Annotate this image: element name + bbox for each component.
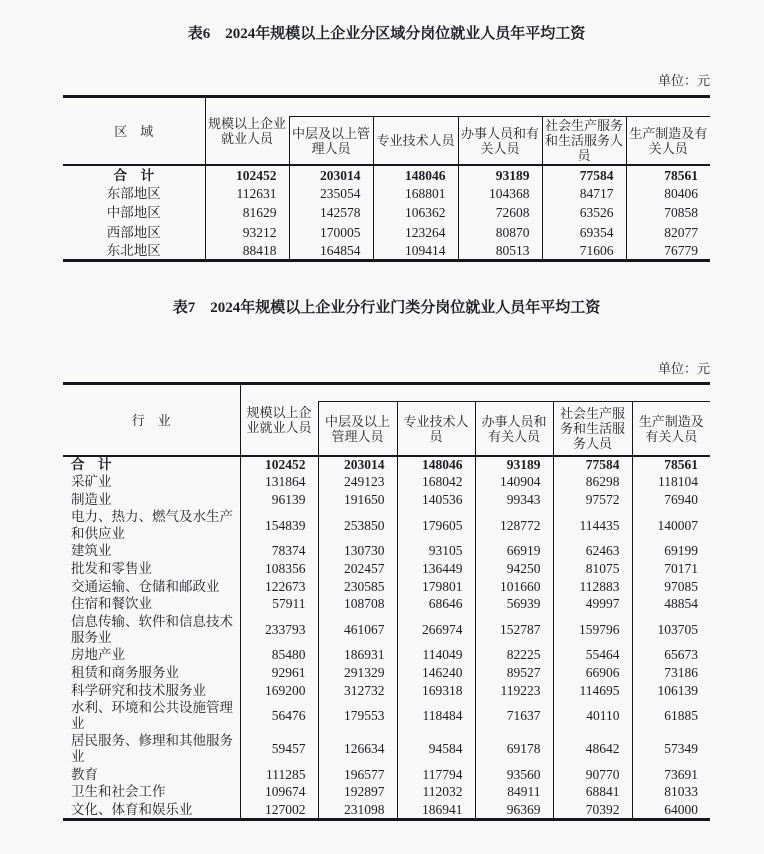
- table6-row-label: 西部地区: [106, 224, 161, 240]
- table7-value-cell: 179801: [397, 578, 475, 596]
- table7-col-header-managers: 中层及以上管理人员: [318, 402, 397, 456]
- table7-value-cell: 117794: [397, 766, 475, 784]
- table6-col-header-managers: 中层及以上管理人员: [289, 117, 373, 166]
- table7-value-cell: 90770: [553, 766, 632, 784]
- table7-row: [63, 578, 710, 596]
- table7-value-cell: 94250: [475, 560, 553, 578]
- table7-value-cell: 73186: [632, 664, 710, 682]
- table7-title: 表7 2024年规模以上企业分行业门类分岗位就业人员年平均工资: [172, 300, 601, 317]
- table7-value-cell: 55464: [553, 647, 632, 665]
- table7-value-cell: 68841: [553, 784, 632, 802]
- table7-value-cell: 169318: [397, 682, 475, 700]
- table7-value-cell: 61885: [632, 700, 710, 733]
- table6-value-cell: 70858: [626, 203, 710, 222]
- table7-value-cell: 93560: [475, 766, 553, 784]
- table6-value-cell: 69354: [542, 223, 626, 242]
- table7-row: [63, 700, 710, 733]
- table7-value-cell: 114435: [553, 509, 632, 542]
- table7-value-cell: 192897: [318, 784, 397, 802]
- table6-value-cell: 170005: [289, 223, 373, 242]
- table7-value-cell: 179605: [397, 509, 475, 542]
- table7-value-cell: 97572: [553, 492, 632, 510]
- table6: [63, 95, 710, 262]
- table7-value-cell: 196577: [318, 766, 397, 784]
- table7-row: [63, 664, 710, 682]
- table7-value-cell: 126634: [318, 733, 397, 766]
- table7-header: [63, 384, 710, 456]
- table7-value-cell: 122673: [240, 578, 318, 596]
- table7-value-cell: 76940: [632, 492, 710, 510]
- table6-header: [63, 97, 710, 166]
- table7-value-cell: 136449: [397, 560, 475, 578]
- table7-value-cell: 56476: [240, 700, 318, 733]
- table7-row-label: 教育: [71, 766, 98, 782]
- table7-value-cell: 97085: [632, 578, 710, 596]
- table7-row: [63, 802, 710, 820]
- table7-row-label: 科学研究和技术服务业: [71, 682, 206, 698]
- table7-value-cell: 266974: [397, 614, 475, 647]
- table6-row-label: 东部地区: [106, 186, 161, 202]
- table7-value-cell: 69199: [632, 542, 710, 560]
- table7-value-cell: 65673: [632, 647, 710, 665]
- table6-col-header-total-employed: 规模以上企业就业人员: [205, 97, 289, 166]
- table6-value-cell: 84717: [542, 184, 626, 203]
- table6-row-header: 区 域: [114, 123, 154, 139]
- table7-value-cell: 127002: [240, 802, 318, 820]
- table7-value-cell: 202457: [318, 560, 397, 578]
- table7-col-header-production: 生产制造及有关人员: [632, 402, 710, 456]
- table7-row-label: 采矿业: [71, 474, 112, 490]
- table7-row: [63, 682, 710, 700]
- table7-value-cell: 81033: [632, 784, 710, 802]
- table7-value-cell: 291329: [318, 664, 397, 682]
- table7-col-header-clerical: 办事人员和有关人员: [475, 402, 553, 456]
- table7-row-label: 卫生和社会工作: [71, 784, 166, 800]
- table7-value-cell: 82225: [475, 647, 553, 665]
- table6-value-cell: 102452: [205, 165, 289, 184]
- table7-value-cell: 106139: [632, 682, 710, 700]
- table6-value-cell: 72608: [458, 203, 542, 222]
- table7-value-cell: 73691: [632, 766, 710, 784]
- document-content: [63, 0, 710, 821]
- table7-col-header-service: 社会生产服务和生活服务人员: [553, 402, 632, 456]
- table7-value-cell: 312732: [318, 682, 397, 700]
- table7-value-cell: 119223: [475, 682, 553, 700]
- table7-value-cell: 68646: [397, 596, 475, 614]
- table7-row-label: 批发和零售业: [71, 560, 152, 576]
- table6-row-label: 中部地区: [106, 205, 161, 221]
- table7-header-spacer: [318, 384, 710, 402]
- table7-row: [63, 560, 710, 578]
- table7-value-cell: 48854: [632, 596, 710, 614]
- table7-value-cell: 93189: [475, 456, 553, 474]
- table6-value-cell: 106362: [373, 203, 458, 222]
- table7-value-cell: 69178: [475, 733, 553, 766]
- table7-row: [63, 474, 710, 492]
- table7-value-cell: 99343: [475, 492, 553, 510]
- table7-value-cell: 102452: [240, 456, 318, 474]
- table6-row: [63, 203, 710, 222]
- table7-value-cell: 233793: [240, 614, 318, 647]
- table7-value-cell: 62463: [553, 542, 632, 560]
- table6-header-spacer: [289, 97, 710, 117]
- table7-value-cell: 108708: [318, 596, 397, 614]
- table7-value-cell: 56939: [475, 596, 553, 614]
- table7-value-cell: 146240: [397, 664, 475, 682]
- table7-value-cell: 114049: [397, 647, 475, 665]
- table6-value-cell: 81629: [205, 203, 289, 222]
- table7-row-label: 水利、环境和公共设施管理业: [71, 699, 233, 732]
- table7-value-cell: 168042: [397, 474, 475, 492]
- table6-value-cell: 112631: [205, 184, 289, 203]
- table7-unit-label: 单位：元: [657, 361, 710, 377]
- table7-value-cell: 231098: [318, 802, 397, 820]
- table6-col-header-technical: 专业技术人员: [373, 117, 458, 166]
- table7-row-label: 租赁和商务服务业: [71, 664, 179, 680]
- table7-value-cell: 57349: [632, 733, 710, 766]
- table7-row: [63, 784, 710, 802]
- table6-value-cell: 88418: [205, 242, 289, 261]
- table6-value-cell: 203014: [289, 165, 373, 184]
- table7-row: [63, 733, 710, 766]
- table7-row-label: 制造业: [71, 492, 112, 508]
- table7-value-cell: 179553: [318, 700, 397, 733]
- table6-value-cell: 93212: [205, 223, 289, 242]
- table6-row-label: 东北地区: [106, 243, 161, 259]
- table7-body: [63, 456, 710, 820]
- table7-value-cell: 94584: [397, 733, 475, 766]
- table7-value-cell: 186941: [397, 802, 475, 820]
- table7-value-cell: 186931: [318, 647, 397, 665]
- table7-value-cell: 64000: [632, 802, 710, 820]
- table6-title: 表6 2024年规模以上企业分区域分岗位就业人员年平均工资: [187, 26, 586, 42]
- table7-col-header-total-employed: 规模以上企业就业人员: [240, 384, 318, 456]
- table7-row-label: 合 计: [71, 457, 112, 473]
- table6-value-cell: 164854: [289, 242, 373, 261]
- table7-row: [63, 766, 710, 784]
- table7-value-cell: 461067: [318, 614, 397, 647]
- table6-value-cell: 82077: [626, 223, 710, 242]
- table7-value-cell: 96369: [475, 802, 553, 820]
- table6-value-cell: 80870: [458, 223, 542, 242]
- table7-value-cell: 78561: [632, 456, 710, 474]
- table6-value-cell: 148046: [373, 165, 458, 184]
- table6-value-cell: 123264: [373, 223, 458, 242]
- table6-value-cell: 80513: [458, 242, 542, 261]
- table7-row-label: 交通运输、仓储和邮政业: [71, 578, 220, 594]
- table7-row-label: 信息传输、软件和信息技术服务业: [71, 613, 233, 646]
- table6-row: [63, 242, 710, 261]
- table7-value-cell: 131864: [240, 474, 318, 492]
- table7: [63, 382, 710, 821]
- table7-value-cell: 249123: [318, 474, 397, 492]
- table7-value-cell: 40110: [553, 700, 632, 733]
- table7-row-label: 文化、体育和娱乐业: [71, 801, 193, 817]
- table7-value-cell: 108356: [240, 560, 318, 578]
- table7-value-cell: 118104: [632, 474, 710, 492]
- table6-row: [63, 184, 710, 203]
- table7-value-cell: 101660: [475, 578, 553, 596]
- table6-value-cell: 168801: [373, 184, 458, 203]
- table7-value-cell: 77584: [553, 456, 632, 474]
- table7-row-label: 住宿和餐饮业: [71, 596, 152, 612]
- table7-value-cell: 57911: [240, 596, 318, 614]
- table7-value-cell: 152787: [475, 614, 553, 647]
- table7-row: [63, 647, 710, 665]
- table7-value-cell: 130730: [318, 542, 397, 560]
- table7-value-cell: 103705: [632, 614, 710, 647]
- table7-value-cell: 109674: [240, 784, 318, 802]
- table7-value-cell: 159796: [553, 614, 632, 647]
- table7-row: [63, 492, 710, 510]
- table6-value-cell: 93189: [458, 165, 542, 184]
- table7-row-label: 居民服务、修理和其他服务业: [71, 732, 233, 765]
- table6-value-cell: 142578: [289, 203, 373, 222]
- table7-value-cell: 92961: [240, 664, 318, 682]
- table6-value-cell: 78561: [626, 165, 710, 184]
- table7-value-cell: 89527: [475, 664, 553, 682]
- table7-value-cell: 86298: [553, 474, 632, 492]
- table7-row-header: 行 业: [131, 412, 171, 428]
- table7-value-cell: 81075: [553, 560, 632, 578]
- table6-col-header-service: 社会生产服务和生活服务人员: [542, 117, 626, 166]
- table7-value-cell: 70392: [553, 802, 632, 820]
- table7-value-cell: 114695: [553, 682, 632, 700]
- table6-col-header-production: 生产制造及有关人员: [626, 117, 710, 166]
- table7-value-cell: 112883: [553, 578, 632, 596]
- table7-value-cell: 66919: [475, 542, 553, 560]
- table7-value-cell: 48642: [553, 733, 632, 766]
- table6-col-header-clerical: 办事人员和有关人员: [458, 117, 542, 166]
- table6-row-label: 合 计: [113, 167, 154, 183]
- table7-value-cell: 191650: [318, 492, 397, 510]
- table6-row: [63, 223, 710, 242]
- table7-row-label: 建筑业: [71, 542, 112, 558]
- table7-row: [63, 596, 710, 614]
- table7-value-cell: 140007: [632, 509, 710, 542]
- table7-row: [63, 542, 710, 560]
- table6-value-cell: 63526: [542, 203, 626, 222]
- table7-value-cell: 59457: [240, 733, 318, 766]
- table7-value-cell: 49997: [553, 596, 632, 614]
- table7-value-cell: 169200: [240, 682, 318, 700]
- table7-value-cell: 140536: [397, 492, 475, 510]
- table7-row-label: 电力、热力、燃气及水生产和供应业: [71, 509, 233, 541]
- table6-value-cell: 77584: [542, 165, 626, 184]
- table7-value-cell: 140904: [475, 474, 553, 492]
- table7-value-cell: 66906: [553, 664, 632, 682]
- table7-value-cell: 118484: [397, 700, 475, 733]
- table6-value-cell: 71606: [542, 242, 626, 261]
- table7-value-cell: 78374: [240, 542, 318, 560]
- table7-value-cell: 112032: [397, 784, 475, 802]
- table7-value-cell: 128772: [475, 509, 553, 542]
- table7-value-cell: 85480: [240, 647, 318, 665]
- table6-value-cell: 80406: [626, 184, 710, 203]
- table7-value-cell: 154839: [240, 509, 318, 542]
- table7-value-cell: 230585: [318, 578, 397, 596]
- table6-value-cell: 104368: [458, 184, 542, 203]
- table7-row: [63, 509, 710, 542]
- table7-value-cell: 96139: [240, 492, 318, 510]
- table7-row: [63, 456, 710, 474]
- table6-body: [63, 165, 710, 261]
- table7-value-cell: 84911: [475, 784, 553, 802]
- table6-value-cell: 109414: [373, 242, 458, 261]
- table7-value-cell: 70171: [632, 560, 710, 578]
- table6-row: [63, 165, 710, 184]
- table7-value-cell: 93105: [397, 542, 475, 560]
- table6-unit-label: 单位：元: [657, 73, 710, 88]
- table7-value-cell: 203014: [318, 456, 397, 474]
- table7-row: [63, 614, 710, 647]
- table7-value-cell: 148046: [397, 456, 475, 474]
- table7-row-label: 房地产业: [71, 647, 125, 663]
- table6-value-cell: 235054: [289, 184, 373, 203]
- table7-value-cell: 71637: [475, 700, 553, 733]
- table6-value-cell: 76779: [626, 242, 710, 261]
- table7-col-header-technical: 专业技术人员: [397, 402, 475, 456]
- table7-value-cell: 253850: [318, 509, 397, 542]
- table7-value-cell: 111285: [240, 766, 318, 784]
